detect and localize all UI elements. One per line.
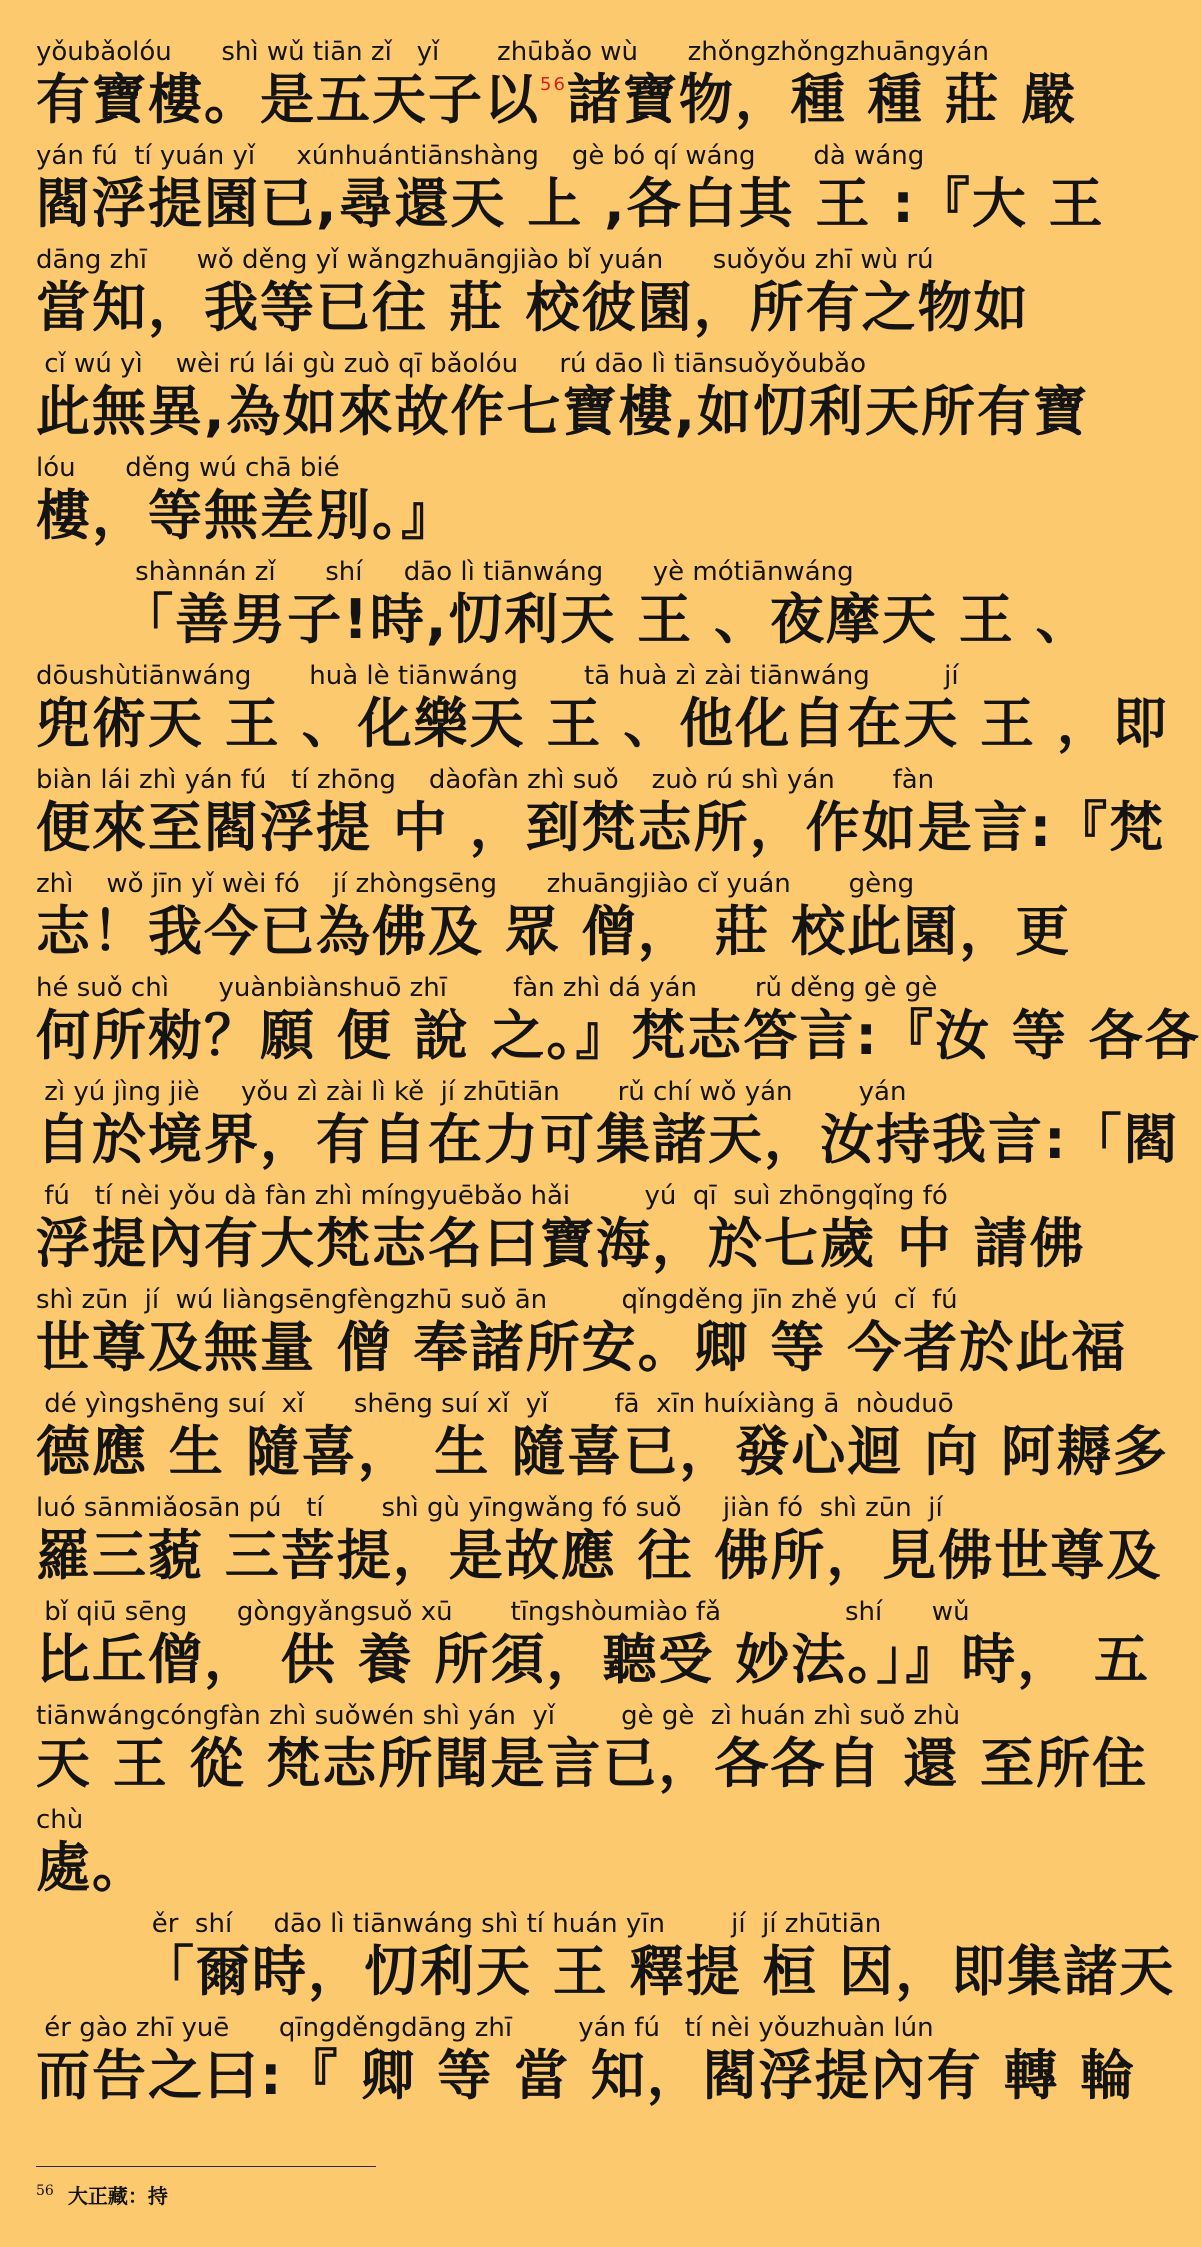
hanzi-segment: 有寶樓。是五天子以: [36, 68, 540, 131]
footnote-number: 56: [36, 2183, 54, 2200]
hanzi-line: [36, 68, 1078, 132]
pinyin-line: chù: [36, 1805, 84, 1835]
pinyin-line: luó sānmiǎosān pú tí shì gù yīngwǎng fó suǒ jiàn fó shì zūn jí: [36, 1493, 943, 1523]
text-line: [36, 1596, 1150, 1700]
footnote-divider: [36, 2166, 376, 2167]
pinyin-line: hé suǒ chì yuànbiànshuō zhī fàn zhì dá yán rǔ děng gè gè: [36, 973, 938, 1003]
hanzi-line: 何所勑？願 便 說 之。』梵志答言:『汝 等 各各: [36, 1004, 1201, 1067]
pinyin-line: ěr shí dāo lì tiānwáng shì tí huán yīn jí jí zhūtiān: [36, 1909, 882, 1939]
hanzi-line: 當知，我等已往 莊 校彼園，所有之物如: [36, 276, 1030, 339]
pinyin-line: dé yìngshēng suí xǐ shēng suí xǐ yǐ fā xīn huíxiàng ā nòuduō: [36, 1389, 954, 1419]
pinyin-line: biàn lái zhì yán fú tí zhōng dàofàn zhì suǒ zuò rú shì yán fàn: [36, 765, 935, 795]
hanzi-line: 此無異,為如來故作七寶樓,如忉利天所有寶: [36, 380, 1090, 443]
text-line: [36, 452, 1046, 556]
hanzi-line: 德應 生 隨喜， 生 隨喜已，發心迴 向 阿耨多: [36, 1420, 1169, 1483]
hanzi-line: 閻浮提園已,尋還天 上 ,各白其 王 :『大 王: [36, 172, 1105, 235]
text-line: [36, 1076, 1180, 1180]
text-line: [36, 1492, 1163, 1596]
text-line: [36, 1388, 1169, 1492]
footnote: [36, 2180, 168, 2209]
hanzi-line: 天 王 從 梵志所聞是言已，各各自 還 至所住: [36, 1732, 1148, 1795]
hanzi-line: 「善男子!時,忉利天 王 、夜摩天 王 、: [36, 588, 1092, 651]
pinyin-line: zì yú jìng jiè yǒu zì zài lì kě jí zhūtiān rǔ chí wǒ yán yán: [36, 1077, 907, 1107]
text-line: [36, 1804, 1046, 1908]
text-line: [36, 972, 1201, 1076]
hanzi-line: 便來至閻浮提 中 ，到梵志所，作如是言:『梵: [36, 796, 1166, 859]
pinyin-line: yǒubǎolóu shì wǔ tiān zǐ yǐ zhūbǎo wù zhǒngzhǒngzhuāngyán: [36, 37, 989, 67]
text-line: [36, 868, 1072, 972]
hanzi-line: 處。: [36, 1836, 148, 1899]
text-line: [36, 1284, 1128, 1388]
text-line: [36, 1180, 1086, 1284]
hanzi-segment: 諸寶物，種 種 莊 嚴: [566, 68, 1078, 131]
hanzi-line: 而告之曰:『 卿 等 當 知，閻浮提內有 轉 輪: [36, 2044, 1137, 2107]
pinyin-line: dōushùtiānwáng huà lè tiānwáng tā huà zì zài tiānwáng jí: [36, 661, 959, 691]
hanzi-line: 比丘僧， 供 養 所須，聽受 妙法。」』時， 五: [36, 1628, 1150, 1691]
sutra-text-body: [36, 36, 1201, 2116]
pinyin-line: tiānwángcóngfàn zhì suǒwén shì yán yǐ gè gè zì huán zhì suǒ zhù: [36, 1701, 961, 1731]
pinyin-line: ér gào zhī yuē qīngděngdāng zhī yán fú tí nèi yǒuzhuàn lún: [36, 2013, 934, 2043]
footnote-text: 大正藏：持: [67, 2184, 168, 2208]
text-line: [36, 36, 1078, 140]
text-line: [36, 140, 1105, 244]
text-line: [36, 244, 1046, 348]
pinyin-line: cǐ wú yì wèi rú lái gù zuò qī bǎolóu rú dāo lì tiānsuǒyǒubǎo: [36, 349, 866, 379]
hanzi-line: 兜術天 王 、化樂天 王 、他化自在天 王 ，即: [36, 692, 1169, 755]
hanzi-line: 「爾時，忉利天 王 釋提 桓 因，即集諸天: [36, 1940, 1176, 2003]
pinyin-line: lóu děng wú chā bié: [36, 453, 340, 483]
text-line: [36, 556, 1092, 660]
hanzi-line: 樓，等無差別。』: [36, 484, 457, 547]
hanzi-line: 羅三藐 三菩提，是故應 往 佛所，見佛世尊及: [36, 1524, 1163, 1587]
pinyin-line: shì zūn jí wú liàngsēngfèngzhū suǒ ān qǐngděng jīn zhě yú cǐ fú: [36, 1285, 958, 1315]
hanzi-line: 世尊及無量 僧 奉諸所安。卿 等 今者於此福: [36, 1316, 1128, 1379]
pinyin-line: fú tí nèi yǒu dà fàn zhì míngyuēbǎo hǎi yú qī suì zhōngqǐng fó: [36, 1181, 948, 1211]
text-line: [36, 660, 1169, 764]
text-line: [36, 2012, 1137, 2116]
pinyin-line: bǐ qiū sēng gòngyǎngsuǒ xū tīngshòumiào fǎ shí wǔ: [36, 1597, 970, 1627]
pinyin-line: dāng zhī wǒ děng yǐ wǎngzhuāngjiào bǐ yuán suǒyǒu zhī wù rú: [36, 245, 934, 275]
pinyin-line: zhì wǒ jīn yǐ wèi fó jí zhòngsēng zhuāngjiào cǐ yuán gèng: [36, 869, 915, 899]
pinyin-line: shànnán zǐ shí dāo lì tiānwáng yè mótiānwáng: [36, 557, 854, 587]
footnote-reference[interactable]: 56: [540, 74, 567, 95]
text-line: [36, 1700, 1148, 1804]
pinyin-line: yán fú tí yuán yǐ xúnhuántiānshàng gè bó qí wáng dà wáng: [36, 141, 925, 171]
hanzi-line: 浮提內有大梵志名曰寶海，於七歲 中 請佛: [36, 1212, 1086, 1275]
hanzi-line: 自於境界，有自在力可集諸天，汝持我言:「閻: [36, 1108, 1180, 1171]
text-line: [36, 348, 1090, 452]
text-line: [36, 764, 1166, 868]
text-line: [36, 1908, 1176, 2012]
hanzi-line: 志！我今已為佛及 眾 僧， 莊 校此園，更: [36, 900, 1072, 963]
